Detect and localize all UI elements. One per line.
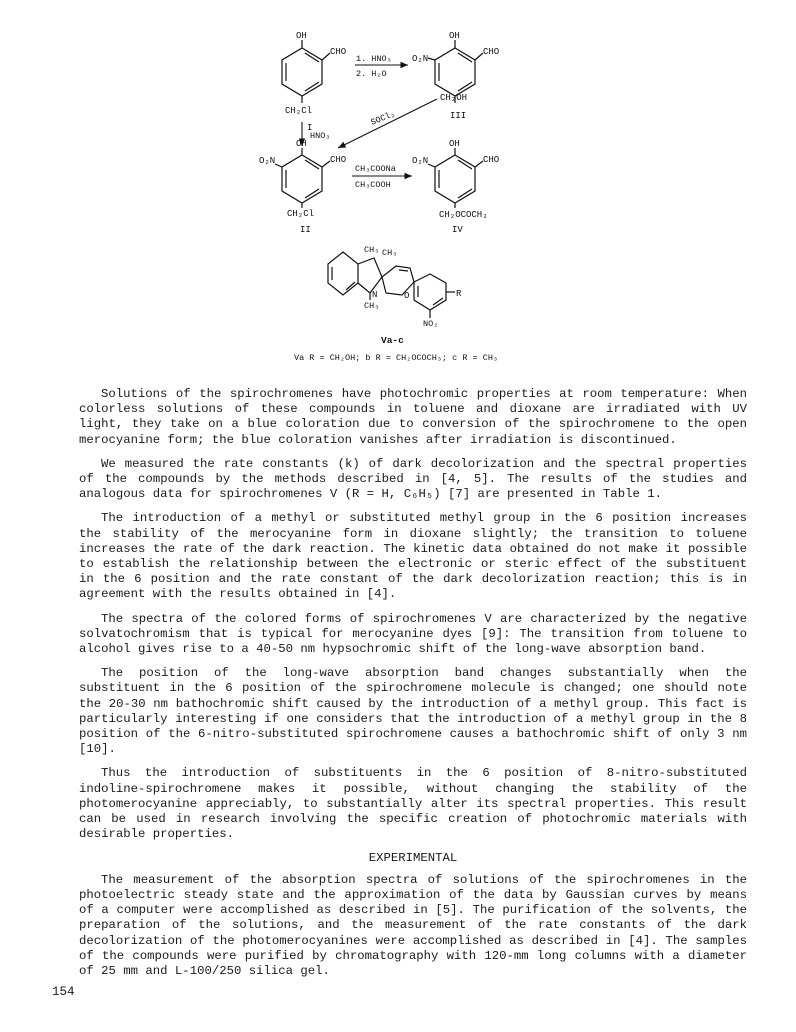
c4-number: IV	[452, 225, 463, 235]
paragraph: The introduction of a methyl or substituted methyl group in the 6 position increases the stability of the merocyanine form in dioxane slightly; the transition to toluene increases the rate of the dark reaction. The kinetic data obtained do not make it possible to establish the relationship between the electronic or steric effect of the substituent in the 6 position and the rate constant of the dark decolorization reaction; this is in agreement with the results obtained in [4].	[79, 511, 747, 602]
spiro-r: R	[456, 289, 462, 299]
spiro-n-ch3: CH₃	[364, 301, 380, 311]
c4-no2: O₂N	[412, 156, 429, 166]
section-heading: EXPERIMENTAL	[368, 851, 458, 866]
c2-no2: O₂N	[259, 156, 276, 166]
arrow1-bottom: 2. H₂O	[356, 69, 387, 79]
arrow-diagonal	[338, 99, 437, 148]
compound-ii	[275, 148, 330, 208]
c2-cho: CHO	[330, 155, 347, 165]
c3-number: III	[450, 111, 467, 121]
page-number: 154	[52, 985, 75, 999]
c4-cho: CHO	[483, 155, 500, 165]
paragraph: The spectra of the colored forms of spirochromenes V are characterized by the negative solvatochromism that is typical for merocyanine dyes [9]: The transition from toluene to alcohol gives rise to a 40-50 nm hypsochromic shift of the long-wave absorption band.	[79, 611, 747, 657]
compound-iv	[428, 148, 483, 208]
c4-substituent: CH₂OCOCH₃	[439, 210, 488, 220]
c3-substituent: CH₂OH	[440, 93, 468, 103]
scheme-legend: Va R = CH₂OH; b R = CH₂OCOCH₃; c R = CH₃	[294, 353, 499, 363]
c2-substituent: CH₂Cl	[287, 209, 315, 219]
spiro-ch3-b: CH₃	[382, 248, 398, 258]
spiro-no2: NO₂	[423, 319, 439, 329]
arrow-diagonal-label: SOCl₂	[369, 108, 397, 128]
c1-number: I	[307, 123, 313, 133]
c1-cho: CHO	[330, 47, 347, 57]
paragraph: Thus the introduction of substituents in the 6 position of 8-nitro-substituted indoline-spirochromene makes it possible, without changing the stability of the photomerocyanine appreciably, to substantially alter its spectral properties. This result can be used in research involving the specific creation of photochromic materials with desirable properties.	[79, 766, 747, 842]
spiro-label: Va-c	[381, 335, 404, 346]
paragraph: We measured the rate constants (k) of dark decolorization and the spectral properties of the compounds by the methods described in [4, 5]. The results of the studies and analogous data for spirochromenes V (R = H, C₆H₅) [7] are presented in Table 1.	[79, 456, 747, 502]
c1-substituent: CH₂Cl	[285, 106, 313, 116]
spiro-n: N	[372, 290, 378, 300]
c2-oh: OH	[296, 139, 307, 149]
experimental-paragraph: The measurement of the absorption spectra of solutions of the spirochromenes in the photoelectric steady state and the approximation of the data by Gaussian curves by means of a computer were accomplished as described in [5]. The purification of the solvents, the preparation of the solutions, and the measurement of the rate constants of the dark decolorization of the photomerocyanines were accomplished as described in [4]. The samples of the compounds were purified by chromatography with 120-mm long columns with a diameter of 25 mm and L-100/250 silica gel.	[79, 872, 747, 978]
compound-i	[282, 40, 330, 103]
paragraph: Solutions of the spirochromenes have photochromic properties at room temperature: When colorless solutions of these compounds in toluene and dioxane are irradiated with UV light, they take on a blue coloration due to conversion of the spirochromene to the open merocyanine form; the blue coloration vanishes after irradiation is discontinued.	[79, 387, 747, 447]
arrow2-top: CH₃COONa	[355, 164, 396, 174]
c4-oh: OH	[449, 139, 460, 149]
c1-oh: OH	[296, 31, 307, 41]
article-body	[79, 387, 747, 988]
arrow1-top: 1. HNO₃	[356, 54, 392, 64]
spirochromene-structure	[328, 252, 455, 318]
paragraph: The position of the long-wave absorption band changes substantially when the substituent in the 6 position of the spirochromene molecule is changed; one should note the 20-30 nm bathochromic shift caused by the introduction of a methyl group. This fact is particularly interesting if one considers that the introduction of a methyl group in the 8 position of the 6-nitro-substituted spirochromene causes a bathochromic shift of only 3 nm [10].	[79, 666, 747, 757]
spiro-o: O	[404, 291, 410, 301]
spiro-ch3-a: CH₃	[364, 245, 380, 255]
c3-no2: O₂N	[412, 54, 429, 64]
arrow-down-label: HNO₃	[310, 131, 331, 141]
c3-oh: OH	[449, 31, 460, 41]
reaction-scheme	[0, 0, 796, 370]
arrow2-bottom: CH₃COOH	[355, 180, 391, 190]
c2-number: II	[300, 225, 311, 235]
c3-cho: CHO	[483, 47, 500, 57]
